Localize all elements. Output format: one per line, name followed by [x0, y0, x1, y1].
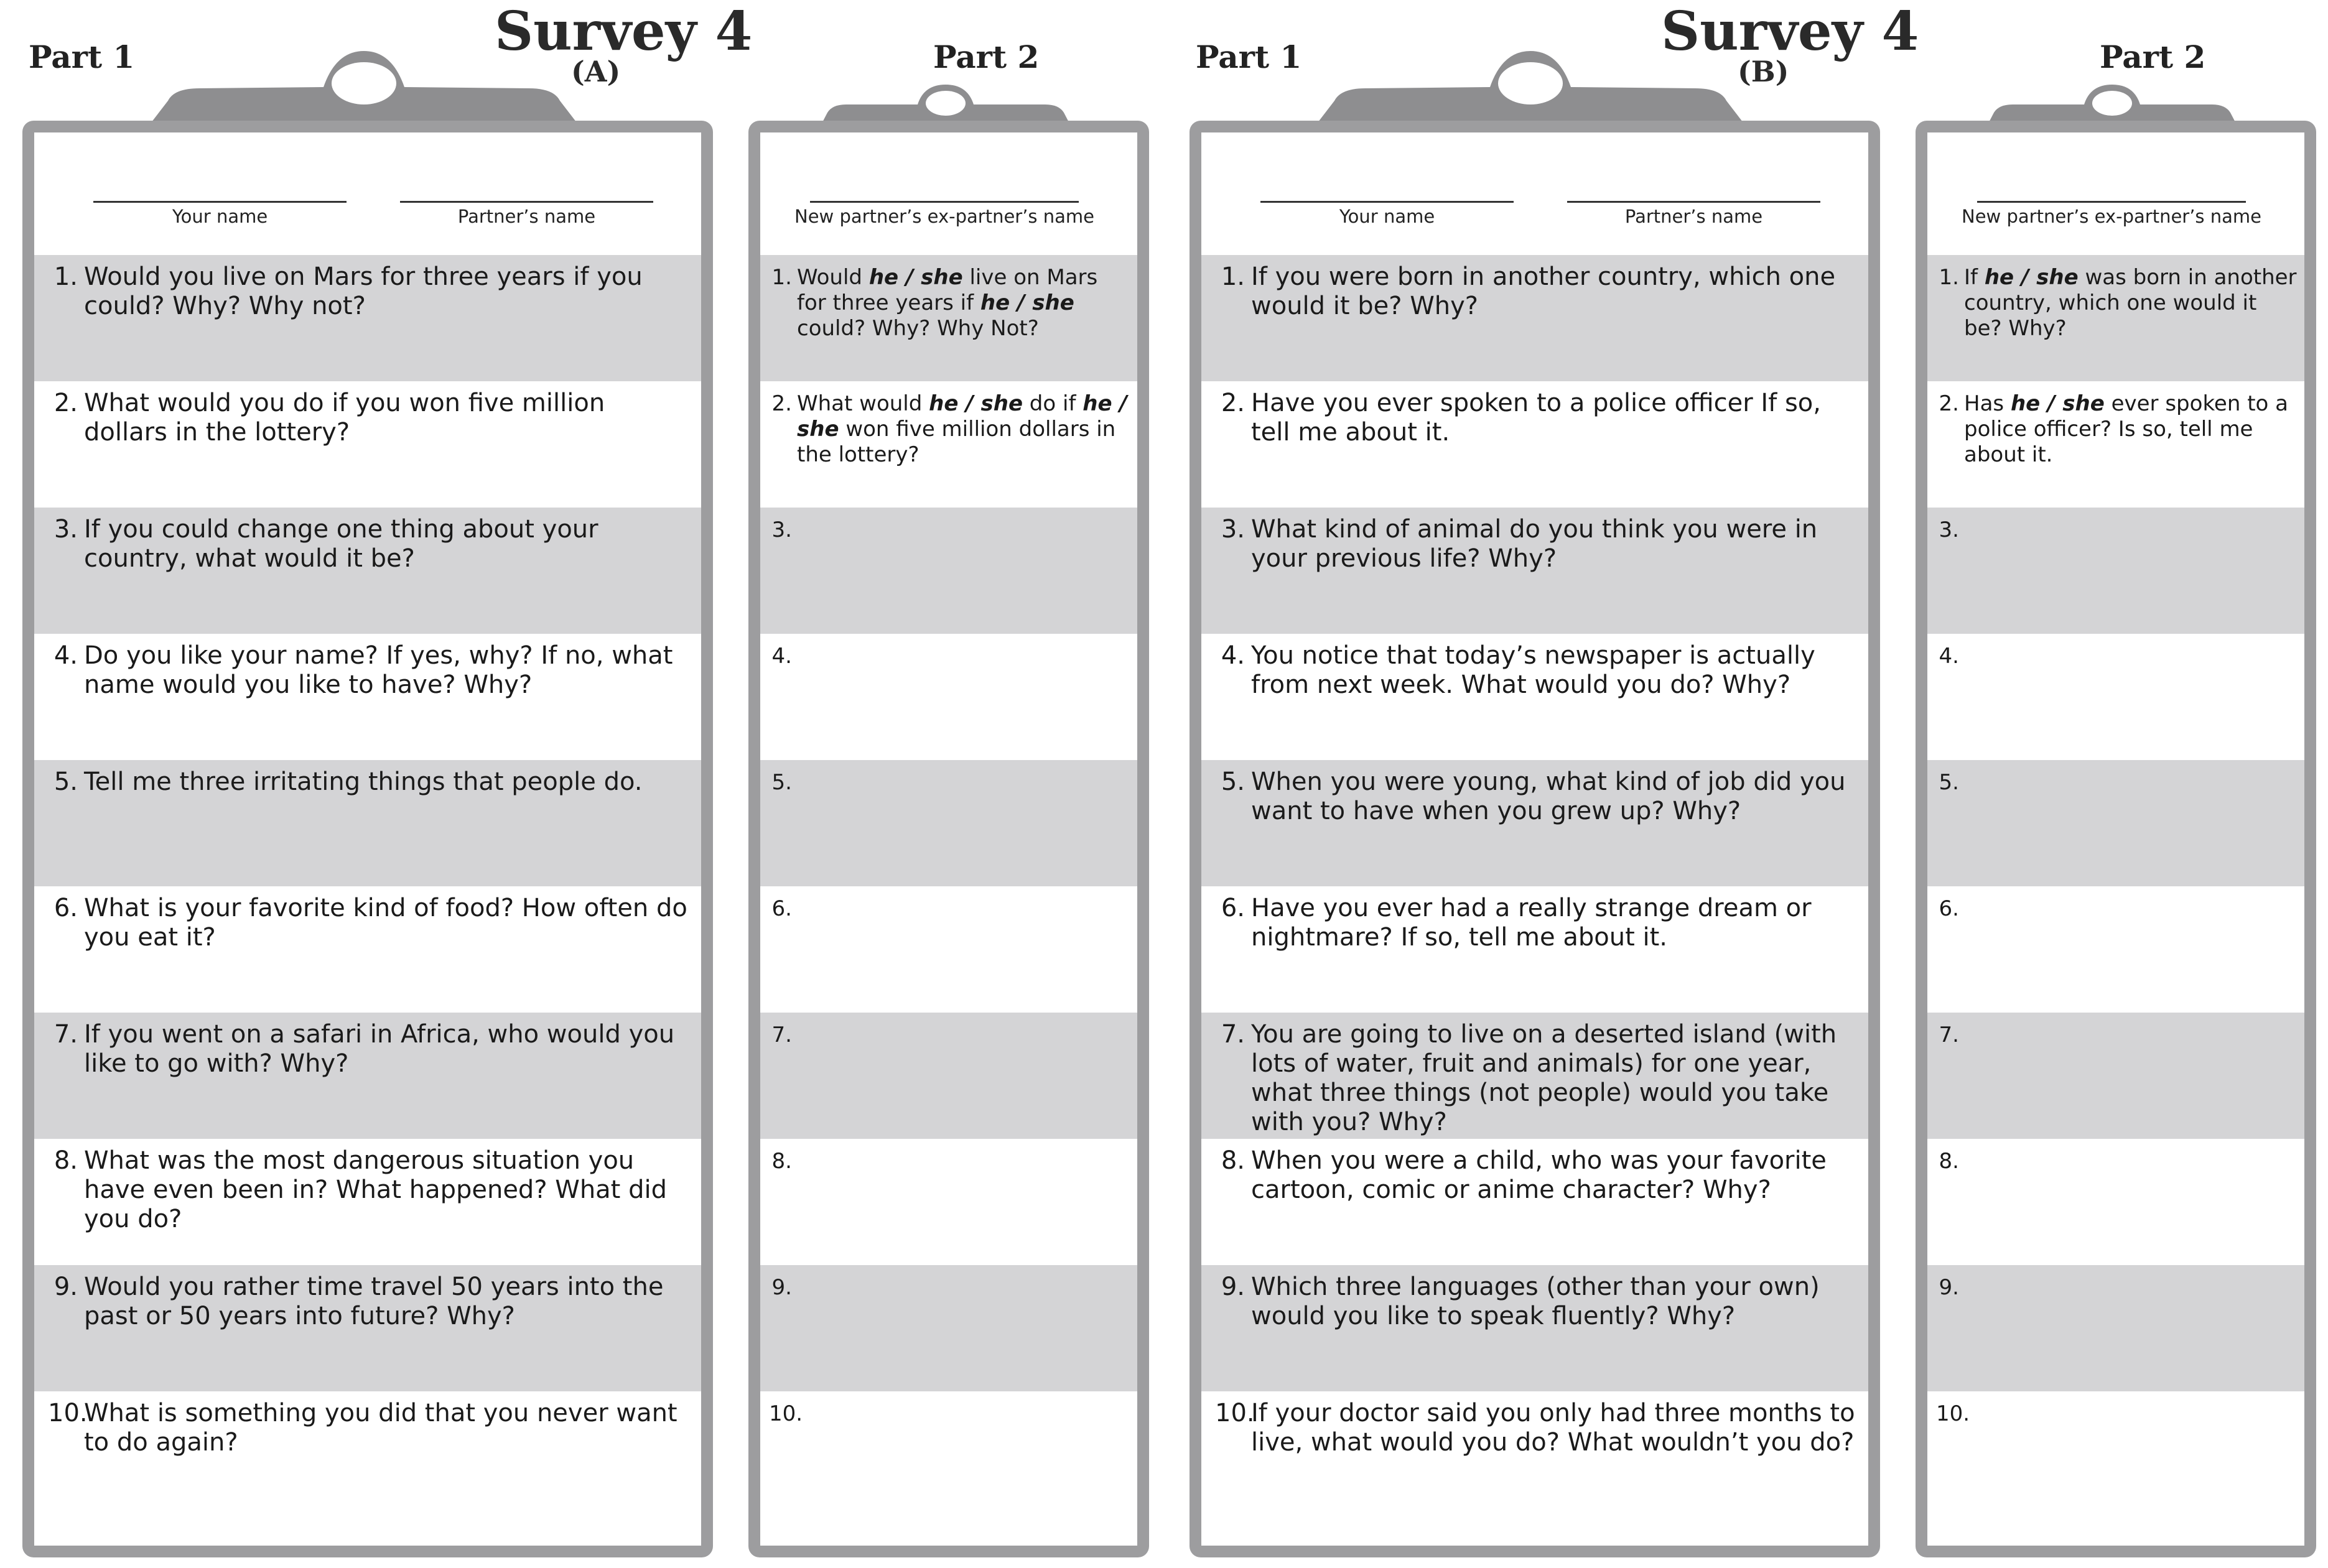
question-row [760, 381, 1137, 508]
question-number: 1. [54, 262, 78, 291]
question-number: 3. [1221, 515, 1245, 544]
your-name-field[interactable] [93, 201, 347, 203]
question-text: What is your favorite kind of food? How often do you eat it? [84, 894, 687, 952]
partner-name-field[interactable] [1567, 201, 1820, 203]
partner-name-caption: Partner’s name [457, 206, 596, 227]
question-number: 2. [1221, 389, 1245, 417]
partner-name-field[interactable] [400, 201, 653, 203]
sheet-a-part1-label: Part 1 [29, 39, 135, 75]
question-text: Do you like your name? If yes, why? If no, what name would you like to have? Why? [84, 641, 673, 699]
question-number: 10. [769, 1401, 803, 1426]
sheet-a-part2-clipboard [748, 121, 1149, 1557]
sheet-b-part1-label: Part 1 [1196, 39, 1302, 75]
question-row [1201, 886, 1868, 1013]
question-row [34, 886, 701, 1013]
question-text: What kind of animal do you think you were in your previous life? Why? [1251, 515, 1818, 573]
answer-row[interactable] [1927, 508, 2304, 634]
question-number: 7. [1221, 1020, 1245, 1049]
question-number: 5. [1221, 768, 1245, 796]
question-row [34, 1391, 701, 1553]
question-text: What would he / she do if he / she won five million dollars in the lottery? [797, 391, 1127, 467]
sheet-a-part1-clipboard [22, 121, 713, 1557]
answer-row[interactable] [1927, 1013, 2304, 1139]
sheet-a-part2-label: Part 2 [933, 39, 1040, 75]
partner-name-caption: Partner’s name [1624, 206, 1763, 227]
question-row [34, 1265, 701, 1391]
question-row [1201, 1013, 1868, 1139]
question-text: If your doctor said you only had three months to live, what would you do? What wouldn’t you do? [1251, 1399, 1855, 1457]
answer-row[interactable] [760, 508, 1137, 634]
sheet-b-version-label: (B) [1738, 55, 1789, 88]
question-text: What is something you did that you never want to do again? [84, 1399, 677, 1457]
question-text: If you went on a safari in Africa, who would you like to go with? Why? [84, 1020, 675, 1078]
question-text: Has he / she ever spoken to a police officer? Is so, tell me about it. [1964, 391, 2288, 467]
name-fields [1927, 132, 2304, 255]
question-row [34, 381, 701, 508]
question-number: 3. [54, 515, 78, 544]
new-partner-name-field[interactable] [810, 201, 1079, 203]
question-number: 1. [771, 265, 792, 290]
question-number: 8. [1939, 1149, 1959, 1174]
question-row [1927, 381, 2304, 508]
question-text: What was the most dangerous situation you have even been in? What happened? What did you do? [84, 1146, 667, 1233]
question-row [34, 1013, 701, 1139]
question-number: 1. [1939, 265, 1959, 290]
question-row [1201, 760, 1868, 886]
question-number: 10. [1936, 1401, 1970, 1426]
question-text: When you were young, what kind of job did you want to have when you grew up? Why? [1251, 768, 1846, 825]
name-fields [760, 132, 1137, 255]
question-row [760, 255, 1137, 381]
question-number: 4. [1221, 641, 1245, 670]
question-row [1201, 1139, 1868, 1265]
question-number: 9. [1939, 1275, 1959, 1300]
question-row [34, 634, 701, 760]
question-text: Would he / she live on Mars for three years if he / she could? Why? Why Not? [797, 265, 1098, 341]
answer-row[interactable] [760, 634, 1137, 760]
question-row [1201, 255, 1868, 381]
answer-row[interactable] [760, 886, 1137, 1013]
sheet-b-survey-title: Survey 4 [1661, 0, 1919, 63]
answer-row[interactable] [760, 1013, 1137, 1139]
answer-row[interactable] [760, 1265, 1137, 1391]
question-row [34, 255, 701, 381]
your-name-field[interactable] [1260, 201, 1514, 203]
question-number: 3. [1939, 517, 1959, 542]
question-row [34, 508, 701, 634]
answer-row[interactable] [760, 1139, 1137, 1265]
question-number: 2. [1939, 391, 1959, 416]
question-text: If he / she was born in another country, which one would it be? Why? [1964, 265, 2297, 341]
question-row [34, 760, 701, 886]
new-partner-name-caption: New partner’s ex-partner’s name [794, 206, 1094, 227]
question-number: 6. [54, 894, 78, 922]
answer-row[interactable] [1927, 1391, 2304, 1553]
answer-row[interactable] [1927, 1265, 2304, 1391]
question-number: 8. [771, 1149, 792, 1174]
name-fields [1201, 132, 1868, 255]
question-text: Would you rather time travel 50 years into the past or 50 years into future? Why? [84, 1273, 664, 1330]
sheet-a-survey-title: Survey 4 [495, 0, 753, 63]
question-row [1201, 1391, 1868, 1553]
question-number: 8. [1221, 1146, 1245, 1175]
question-text: If you could change one thing about your country, what would it be? [84, 515, 598, 573]
question-number: 9. [54, 1273, 78, 1301]
sheet-a-version-label: (A) [571, 55, 621, 88]
question-number: 6. [771, 896, 792, 921]
question-number: 6. [1939, 896, 1959, 921]
new-partner-name-caption: New partner’s ex-partner’s name [1962, 206, 2261, 227]
question-number: 7. [771, 1023, 792, 1047]
question-text: You are going to live on a deserted island (with lots of water, fruit and animals) for one year, what three things (not people) would you take with you? Why? [1251, 1020, 1837, 1136]
question-number: 1. [1221, 262, 1245, 291]
question-number: 3. [771, 517, 792, 542]
question-number: 4. [771, 644, 792, 669]
question-number: 5. [54, 768, 78, 796]
question-number: 2. [771, 391, 792, 416]
question-number: 4. [54, 641, 78, 670]
answer-row[interactable] [760, 1391, 1137, 1553]
question-text: Which three languages (other than your own) would you like to speak fluently? Why? [1251, 1273, 1820, 1330]
sheet-b-part1-clipboard [1190, 121, 1880, 1557]
answer-row[interactable] [1927, 760, 2304, 886]
question-text: Have you ever spoken to a police officer If so, tell me about it. [1251, 389, 1821, 447]
question-number: 10. [48, 1399, 88, 1427]
question-number: 4. [1939, 644, 1959, 669]
question-row [1201, 634, 1868, 760]
question-row [1927, 255, 2304, 381]
answer-row[interactable] [1927, 634, 2304, 760]
your-name-caption: Your name [172, 206, 268, 227]
question-text: What would you do if you won five million dollars in the lottery? [84, 389, 605, 447]
question-number: 7. [54, 1020, 78, 1049]
question-text: Have you ever had a really strange dream or nightmare? If so, tell me about it. [1251, 894, 1812, 952]
question-number: 8. [54, 1146, 78, 1175]
question-row [34, 1139, 701, 1265]
question-row [1201, 381, 1868, 508]
sheet-b-part2-clipboard [1916, 121, 2316, 1557]
question-number: 10. [1215, 1399, 1255, 1427]
question-number: 9. [771, 1275, 792, 1300]
question-text: If you were born in another country, which one would it be? Why? [1251, 262, 1836, 320]
your-name-caption: Your name [1339, 206, 1435, 227]
question-number: 5. [1939, 770, 1959, 795]
sheet-b-part2-label: Part 2 [2100, 39, 2206, 75]
question-text: You notice that today’s newspaper is actually from next week. What would you do? Why? [1251, 641, 1815, 699]
answer-row[interactable] [760, 760, 1137, 886]
question-text: When you were a child, who was your favorite cartoon, comic or anime character? Why? [1251, 1146, 1827, 1204]
question-row [1201, 1265, 1868, 1391]
question-number: 6. [1221, 894, 1245, 922]
name-fields [34, 132, 701, 255]
question-text: Would you live on Mars for three years if you could? Why? Why not? [84, 262, 643, 320]
question-number: 5. [771, 770, 792, 795]
question-row [1201, 508, 1868, 634]
new-partner-name-field[interactable] [1977, 201, 2246, 203]
question-number: 9. [1221, 1273, 1245, 1301]
answer-row[interactable] [1927, 886, 2304, 1013]
answer-row[interactable] [1927, 1139, 2304, 1265]
question-text: Tell me three irritating things that people do. [84, 768, 643, 796]
question-number: 2. [54, 389, 78, 417]
question-number: 7. [1939, 1023, 1959, 1047]
